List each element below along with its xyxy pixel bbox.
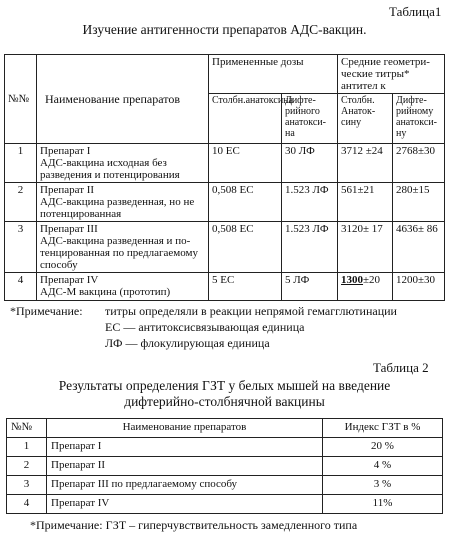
- t2-row-index: 3 %: [323, 476, 443, 495]
- row-name: Препарат I АДС-вакцина исходная без разведения и потенцирования: [37, 144, 209, 183]
- row-titer-diphtheria: 1200±30: [393, 273, 445, 301]
- row-dose-tetanus: 0,508 ЕС: [209, 183, 282, 222]
- t2-row-name: Препарат II: [47, 457, 323, 476]
- header-dose-diphtheria: Дифте-рийного анатокси-на: [282, 94, 338, 144]
- table1-caption: Таблица1: [389, 4, 442, 19]
- table2-title-line1: Результаты определения ГЗТ у белых мышей на введение: [58, 378, 391, 393]
- header-titers: Средние геометри-ческие титры* антител к: [338, 55, 445, 94]
- row-num: 1: [5, 144, 37, 183]
- table2-caption: Таблица 2: [373, 360, 429, 375]
- table-row: [5, 144, 445, 183]
- header-titer-tetanus: Столбн. Анаток-сину: [338, 94, 393, 144]
- table-row: [5, 183, 445, 222]
- table2-note: *Примечание: ГЗТ – гиперчувствительность замедленного типа: [30, 518, 358, 532]
- t2-row-num: 2: [7, 457, 47, 476]
- t2-row-num: 4: [7, 495, 47, 514]
- header-name: Наименование препаратов: [37, 55, 209, 144]
- table2: [6, 418, 443, 514]
- t2-row-name: Препарат III по предлагаемому способу: [47, 476, 323, 495]
- row-dose-tetanus: 10 ЕС: [209, 144, 282, 183]
- row-titer-diphtheria: 2768±30: [393, 144, 445, 183]
- table-row: [5, 273, 445, 301]
- t2-row-num: 1: [7, 438, 47, 457]
- table1-title: Изучение антигенности препаратов АДС-вакцин.: [82, 22, 367, 37]
- header-num: №№: [5, 55, 37, 144]
- row-titer-tetanus: 561±21: [338, 183, 393, 222]
- table1-note-line1: титры определяли в реакции непрямой гемагглютинации: [105, 304, 397, 318]
- table-row: [7, 457, 443, 476]
- t2-row-name: Препарат IV: [47, 495, 323, 514]
- t2-row-num: 3: [7, 476, 47, 495]
- table-row: [7, 438, 443, 457]
- row-num: 3: [5, 222, 37, 273]
- t2-row-name: Препарат I: [47, 438, 323, 457]
- row-name: Препарат IV АДС-М вакцина (прототип): [37, 273, 209, 301]
- row-name: Препарат III АДС-вакцина разведенная и по-тенцированная по предлагаемому способу: [37, 222, 209, 273]
- t2-row-index: 4 %: [323, 457, 443, 476]
- header-titer-diphtheria: Дифте-рийному анатокси-ну: [393, 94, 445, 144]
- t2-row-index: 11%: [323, 495, 443, 514]
- header-dose-tetanus: Столбн.анатоксина: [209, 94, 282, 144]
- row-dose-tetanus: 5 ЕС: [209, 273, 282, 301]
- table2-title-line2: дифтерийно-столбнячной вакцины: [124, 394, 325, 409]
- row-titer-diphtheria: 280±15: [393, 183, 445, 222]
- row-dose-tetanus: 0,508 ЕС: [209, 222, 282, 273]
- t2-row-index: 20 %: [323, 438, 443, 457]
- t2-header-index: Индекс ГЗТ в %: [323, 419, 443, 438]
- row-num: 4: [5, 273, 37, 301]
- table-row: [7, 476, 443, 495]
- row-dose-diphtheria: 30 ЛФ: [282, 144, 338, 183]
- table-row: [5, 222, 445, 273]
- row-dose-diphtheria: 1.523 ЛФ: [282, 183, 338, 222]
- row-dose-diphtheria: 5 ЛФ: [282, 273, 338, 301]
- table1: [4, 54, 445, 301]
- row-titer-tetanus: 3712 ±24: [338, 144, 393, 183]
- row-titer-tetanus: 3120± 17: [338, 222, 393, 273]
- row-name: Препарат II АДС-вакцина разведенная, но не потенцированная: [37, 183, 209, 222]
- row-titer-diphtheria: 4636± 86: [393, 222, 445, 273]
- table1-note-line3: ЛФ — флокулирующая единица: [105, 336, 270, 350]
- table1-note-label: *Примечание:: [10, 304, 83, 318]
- row-titer-tetanus: 1300±20: [338, 273, 393, 301]
- header-doses: Примененные дозы: [209, 55, 338, 94]
- row-dose-diphtheria: 1.523 ЛФ: [282, 222, 338, 273]
- table1-note-line2: ЕС — антитоксисвязывающая единица: [105, 320, 305, 334]
- t2-header-num: №№: [7, 419, 47, 438]
- t2-header-name: Наименование препаратов: [47, 419, 323, 438]
- table-row: [7, 495, 443, 514]
- row-num: 2: [5, 183, 37, 222]
